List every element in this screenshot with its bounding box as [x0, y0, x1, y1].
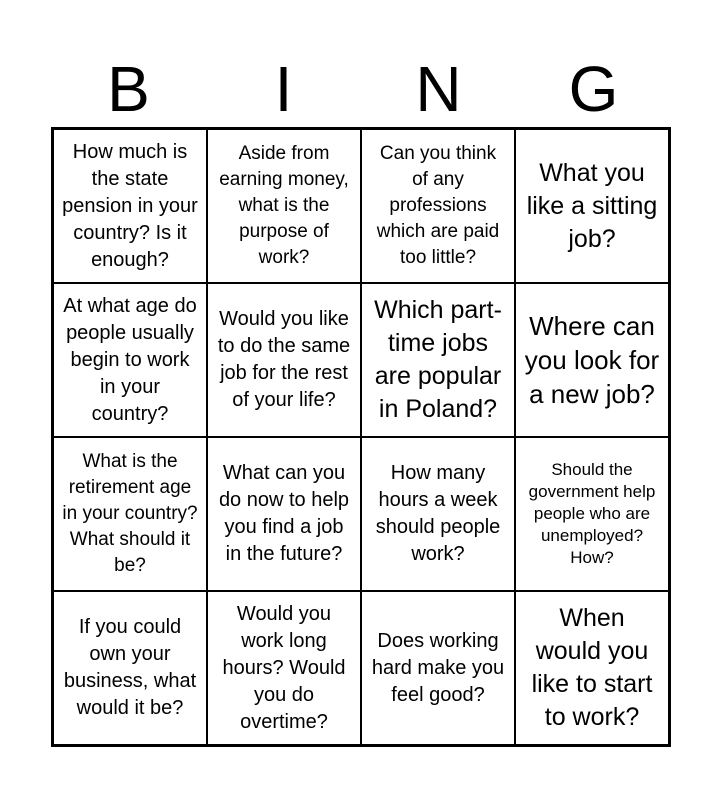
cell-text: What is the retirement age in your country? What should it be?: [62, 451, 198, 576]
header-letter-n: N: [415, 53, 462, 125]
bingo-cell[interactable]: [361, 129, 515, 283]
cell-text: Should the government help people who are unemployed? How?: [528, 460, 656, 567]
cell-text: What can you do now to help you find a job in the future?: [218, 462, 350, 565]
cell-text: When would you like to start to work?: [531, 604, 653, 731]
bingo-cell[interactable]: [207, 437, 361, 591]
bingo-cell[interactable]: [207, 283, 361, 437]
cell-text: Where can you look for a new job?: [524, 311, 660, 409]
header-letter-b: B: [107, 53, 150, 125]
cell-text: Which part-time jobs are popular in Poland?: [374, 296, 502, 423]
bingo-cell[interactable]: [515, 437, 669, 591]
cell-text: At what age do people usually begin to work in your country?: [63, 294, 197, 425]
cell-text: Would you work long hours? Would you do overtime?: [222, 602, 346, 733]
bingo-cell[interactable]: [53, 283, 207, 437]
bingo-cell[interactable]: [361, 591, 515, 745]
cell-text: If you could own your business, what would it be?: [63, 616, 197, 719]
bingo-cell[interactable]: [361, 283, 515, 437]
cell-text: How much is the state pension in your country? Is it enough?: [62, 140, 198, 271]
bingo-cell[interactable]: [515, 283, 669, 437]
cell-text: What you like a sitting job?: [526, 158, 658, 253]
bingo-cell[interactable]: [515, 129, 669, 283]
bingo-cell[interactable]: [361, 437, 515, 591]
bingo-cell[interactable]: [207, 591, 361, 745]
bingo-cell[interactable]: [53, 129, 207, 283]
bingo-header: [51, 50, 671, 128]
bingo-cell[interactable]: [207, 129, 361, 283]
cell-text: Does working hard make you feel good?: [371, 629, 505, 706]
header-letter-g: G: [568, 53, 619, 125]
bingo-cell[interactable]: [53, 591, 207, 745]
cell-text: Would you like to do the same job for the rest of your life?: [217, 308, 351, 411]
bingo-cell[interactable]: [515, 591, 669, 745]
bingo-cell[interactable]: [53, 437, 207, 591]
cell-text: How many hours a week should people work?: [375, 462, 501, 565]
cell-text: Aside from earning money, what is the purpose of work?: [219, 143, 349, 268]
bingo-grid: [51, 127, 671, 747]
cell-text: Can you think of any professions which are paid too little?: [376, 143, 500, 268]
header-letter-i: I: [274, 53, 293, 125]
